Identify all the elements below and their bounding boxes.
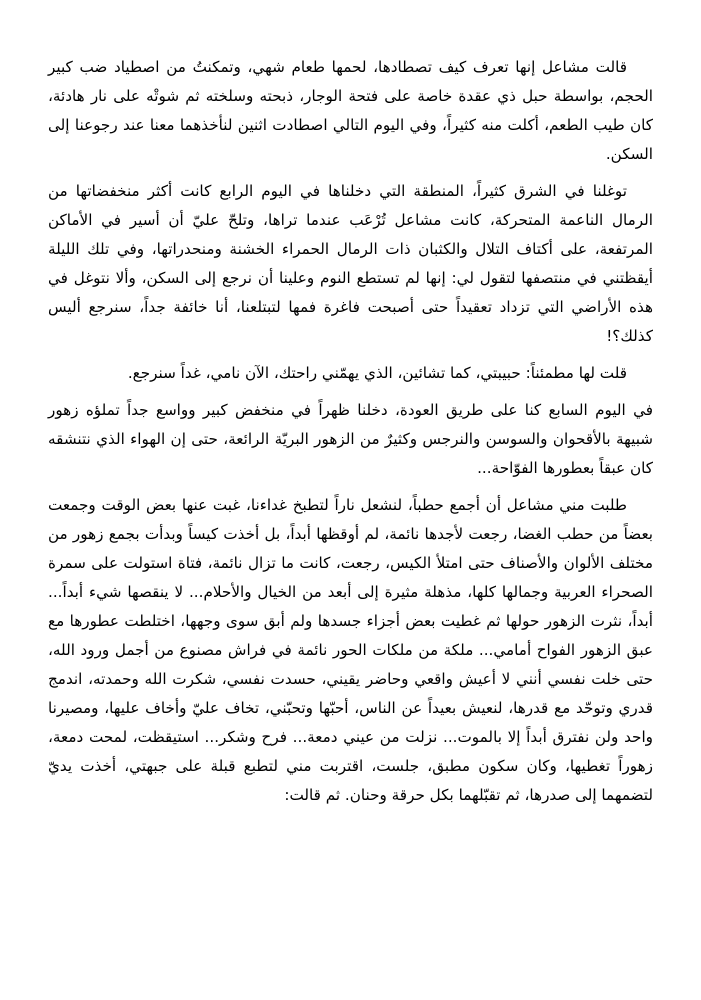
paragraph: طلبت مني مشاعل أن أجمع حطباً، لنشعل ناراً لتطبخ غداءنا، غبت عنها بعض الوقت وجمعت بعضاً من حطب الغضا، رجعت لأجدها نائمة، لم أوقظها أبداً، بل أخذت كيساً وبدأت بجمع زهور من مختلف الألوان والأصناف حتى امتلأ الكيس، رجعت، كانت ما تزال نائمة، فتاة استولت على سمرة الصحراء العربية وجمالها كلها، مذهلة مثيرة إلى أبعد من الخيال والأحلام... لا ينقصها شيء أبداً... أبداً، نثرت الزهور حولها ثم غطيت بعض أجزاء جسدها ولم أبق سوى وجهها، اختلطت عطورها مع عبق الزهور الفواح أمامي... ملكة من ملكات الحور نائمة في فراش مصنوع من أجمل ورود الله، حتى خلت نفسي أنني لا أعيش واقعي وحاضر يقيني، حسدت نفسي، شكرت الله وحمدته، اندمج قدري وتوحّد مع قدرها، لنعيش بعيداً عن الناس، أحبّها وتحبّني، تخاف عليّ وأخاف عليها، ومصيرنا واحد ولن نفترق أبداً إلا بالموت... نزلت من عيني دمعة... فرح وشكر... استيقظت، لمحت دمعة، زهوراً تغطيها، وكان سكون مطبق، جلست، اقتربت مني لتطبع قبلة على جبهتي، أخذت يديّ لتضمهما إلى صدرها، ثم تقبّلهما بكل حرقة وحنان. ثم قالت: xyxy=(48,496,653,804)
document-page xyxy=(48,53,653,818)
paragraph: قلت لها مطمئناً: حبيبتي، كما تشائين، الذي يهمّني راحتك، الآن نامي، غداً سنرجع. xyxy=(127,364,627,382)
paragraph: في اليوم السابع كنا على طريق العودة، دخلنا ظهراً في منخفض كبير وواسع جداً تملؤه زهور شبيهة بالأقحوان والسوسن والنرجس وكثيرٌ من الزهور البريّة الرائعة، حتى إن الهواء الذي نتنشقه كان عبقاً بعطورها الفوّاحة... xyxy=(48,401,653,477)
paragraph: قالت مشاعل إنها تعرف كيف تصطادها، لحمها طعام شهي، وتمكنتُ من اصطياد ضب كبير الحجم، بواسطة حبل ذي عقدة خاصة على فتحة الوجار، ذبحته وسلخته ثم شوتْه على نار هادئة، كان طيب الطعم، أكلت منه كثيراً، وفي اليوم التالي اصطادت اثنين لنأخذهما معنا عند رجوعنا إلى السكن. xyxy=(48,58,653,163)
paragraph: توغلنا في الشرق كثيراً، المنطقة التي دخلناها في اليوم الرابع كانت أكثر منخفضاتها من الرمال الناعمة المتحركة، كانت مشاعل تُرْعَب عندما تراها، وتلحّ عليّ أن أسير في الأماكن المرتفعة، على أكتاف التلال والكثبان ذات الرمال الحمراء الخشنة ومنحدراتها، وفي تلك الليلة أيقظتني في منتصفها لتقول لي: إنها لم تستطع النوم وعلينا أن نرجع إلى السكن، وألا نتوغل في هذه الأراضي التي تزداد تعقيداً حتى أصبحت فاغرة فمها لتبتلعنا، أنا خائفة جداً، سنرجع أليس كذلك؟! xyxy=(48,182,653,345)
